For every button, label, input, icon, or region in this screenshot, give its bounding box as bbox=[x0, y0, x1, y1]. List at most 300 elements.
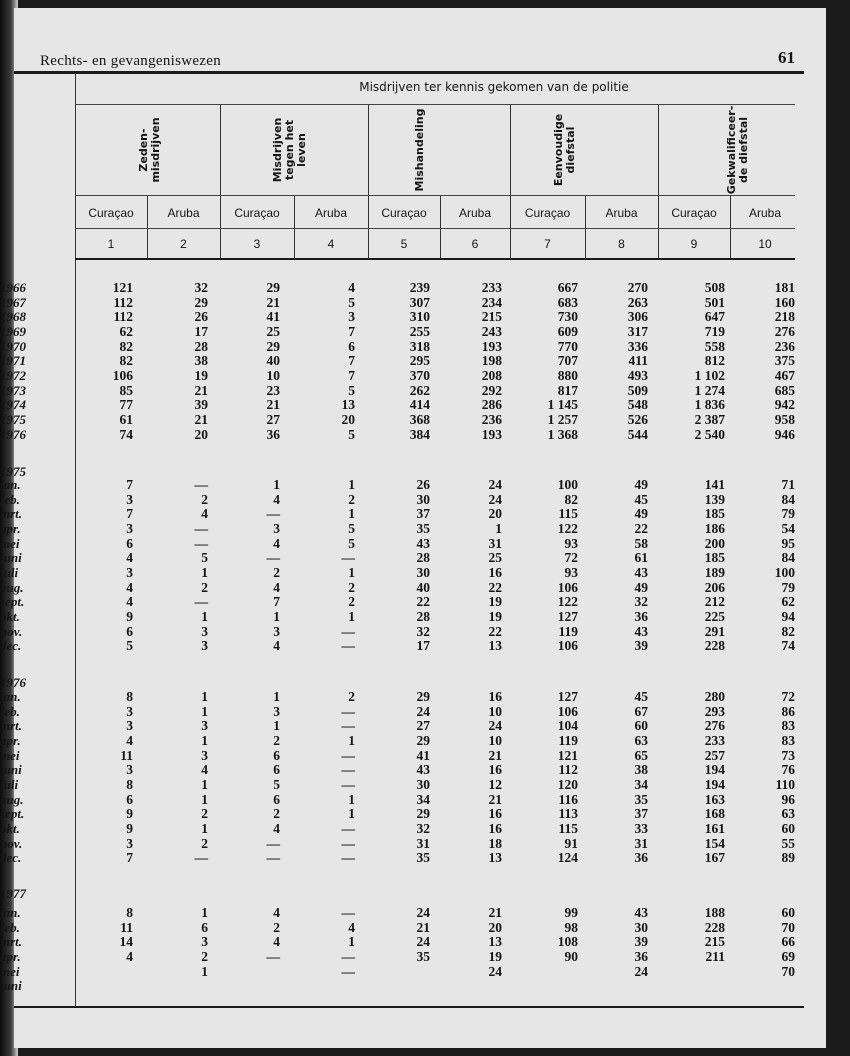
column-subheader: Curaçao bbox=[671, 206, 717, 220]
column-number: 6 bbox=[471, 237, 479, 251]
table-cell: 5 bbox=[201, 550, 208, 566]
table-cell: 38 bbox=[634, 762, 648, 778]
table-cell: 414 bbox=[409, 397, 430, 413]
row-label: 1971 bbox=[0, 353, 26, 369]
table-cell: 100 bbox=[774, 564, 795, 580]
table-cell: 263 bbox=[627, 294, 648, 310]
table-cell: 185 bbox=[704, 550, 725, 566]
table-cell: 98 bbox=[564, 919, 578, 935]
group-header: Zeden- misdrijven bbox=[137, 117, 162, 183]
column-subheader: Aruba bbox=[167, 206, 200, 220]
table-cell: 1 bbox=[273, 477, 280, 492]
table-cell: 66 bbox=[781, 934, 795, 950]
table-cell: 1 bbox=[348, 477, 355, 492]
table-title: Misdrijven ter kennis gekomen van de politie bbox=[359, 80, 629, 94]
table-cell: 3 bbox=[201, 638, 208, 654]
row-label: jan. bbox=[0, 905, 21, 920]
table-cell: 29 bbox=[416, 806, 430, 822]
table-cell: 16 bbox=[488, 806, 502, 822]
table-cell: 4 bbox=[273, 491, 280, 507]
block-heading: 1975 bbox=[0, 464, 26, 479]
table-cell: 85 bbox=[119, 382, 133, 398]
table-cell: 3 bbox=[126, 491, 133, 507]
table-cell: — bbox=[341, 820, 355, 836]
table-cell: 99 bbox=[564, 905, 578, 920]
table-cell: 49 bbox=[634, 506, 648, 522]
column-number: 7 bbox=[544, 237, 551, 251]
table-cell: 548 bbox=[627, 397, 648, 413]
table-cell: 3 bbox=[126, 564, 133, 580]
row-label: aug. bbox=[0, 791, 24, 807]
table-cell: 154 bbox=[704, 835, 725, 851]
table-cell: 21 bbox=[488, 791, 502, 807]
table-cell: 1 bbox=[348, 791, 355, 807]
table-cell: 28 bbox=[416, 608, 430, 624]
table-cell: 29 bbox=[194, 294, 208, 310]
table-cell: 9 bbox=[126, 608, 133, 624]
table-cell: 37 bbox=[416, 506, 430, 522]
table-cell: 119 bbox=[558, 732, 578, 748]
table-cell: 10 bbox=[488, 732, 502, 748]
table-cell: 30 bbox=[416, 564, 430, 580]
table-cell: 1 145 bbox=[547, 397, 578, 413]
table-row bbox=[0, 934, 826, 950]
table-row bbox=[0, 948, 826, 964]
table-cell: 27 bbox=[266, 411, 280, 427]
table-cell: 8 bbox=[126, 689, 133, 704]
table-cell: 12 bbox=[488, 776, 502, 792]
table-cell: — bbox=[194, 535, 208, 551]
table-cell: 121 bbox=[112, 280, 133, 295]
table-cell: 9 bbox=[126, 820, 133, 836]
table-cell: 3 bbox=[126, 762, 133, 778]
table-cell: 32 bbox=[194, 280, 208, 295]
table-cell: 3 bbox=[201, 934, 208, 950]
table-cell: 32 bbox=[416, 623, 430, 639]
table-row bbox=[0, 294, 826, 310]
column-number: 5 bbox=[400, 237, 408, 251]
table-cell: 5 bbox=[348, 294, 355, 310]
row-label: mei bbox=[0, 535, 20, 551]
table-cell: 38 bbox=[194, 353, 208, 369]
block-heading: 1977 bbox=[0, 886, 26, 901]
table-cell: — bbox=[341, 638, 355, 654]
table-cell: 6 bbox=[348, 338, 355, 354]
table-cell: 27 bbox=[416, 718, 430, 734]
column-number: 2 bbox=[180, 237, 187, 251]
table-cell: 24 bbox=[488, 491, 502, 507]
row-label: 1966 bbox=[0, 280, 26, 295]
table-cell: 5 bbox=[273, 776, 280, 792]
table-cell: 14 bbox=[119, 934, 133, 950]
table-cell: 11 bbox=[120, 919, 133, 935]
group-header: Eenvoudige diefstal bbox=[552, 113, 577, 187]
table-cell: 24 bbox=[634, 963, 648, 979]
table-cell: 72 bbox=[564, 550, 578, 566]
table-cell: 30 bbox=[416, 491, 430, 507]
table-row bbox=[0, 550, 826, 566]
table-cell: 19 bbox=[488, 594, 502, 610]
row-label: 1968 bbox=[0, 309, 26, 325]
table-cell: 120 bbox=[557, 776, 578, 792]
table-cell: 69 bbox=[781, 948, 795, 964]
table-cell: 7 bbox=[273, 594, 280, 610]
table-cell: 2 bbox=[201, 491, 208, 507]
table-cell: 43 bbox=[416, 762, 430, 778]
table-cell: — bbox=[266, 835, 280, 851]
table-cell: 22 bbox=[488, 579, 502, 595]
table-cell: 74 bbox=[781, 638, 795, 654]
table-cell: 6 bbox=[126, 791, 133, 807]
table-cell: 26 bbox=[194, 309, 208, 325]
table-cell: 121 bbox=[557, 747, 578, 763]
table-cell: 5 bbox=[348, 535, 355, 551]
table-cell: 1 bbox=[348, 506, 355, 522]
table-cell: 370 bbox=[409, 367, 430, 383]
table-cell: 32 bbox=[634, 594, 648, 610]
row-label: dec. bbox=[0, 850, 22, 866]
table-cell: 198 bbox=[481, 353, 502, 369]
table-cell: 276 bbox=[774, 323, 795, 339]
row-label: feb. bbox=[0, 491, 20, 507]
table-cell: 106 bbox=[557, 703, 578, 719]
table-cell: 1 bbox=[201, 963, 208, 979]
table-cell: 493 bbox=[627, 367, 648, 383]
table-cell: 34 bbox=[634, 776, 648, 792]
table-cell: 3 bbox=[201, 623, 208, 639]
table-cell: 24 bbox=[488, 963, 502, 979]
table-cell: 89 bbox=[781, 850, 795, 866]
table-cell: 4 bbox=[273, 820, 280, 836]
table-row bbox=[0, 338, 826, 354]
table-cell: 1 257 bbox=[547, 411, 578, 427]
header-bottom-rule bbox=[75, 258, 795, 260]
table-cell: 31 bbox=[416, 835, 430, 851]
table-cell: 318 bbox=[409, 338, 430, 354]
table-cell: 942 bbox=[774, 397, 795, 413]
table-cell: 812 bbox=[704, 353, 725, 369]
table-cell: 5 bbox=[348, 382, 355, 398]
document-page bbox=[0, 8, 826, 1048]
table-cell: 61 bbox=[119, 411, 133, 427]
table-row bbox=[0, 506, 826, 522]
row-label: juli bbox=[0, 564, 19, 580]
table-cell: 115 bbox=[558, 820, 578, 836]
table-cell: 21 bbox=[488, 747, 502, 763]
table-cell: 194 bbox=[704, 762, 725, 778]
table-cell: 276 bbox=[704, 718, 725, 734]
table-row bbox=[0, 762, 826, 778]
table-cell: 1 bbox=[348, 564, 355, 580]
table-cell: — bbox=[341, 762, 355, 778]
table-cell: 108 bbox=[557, 934, 578, 950]
table-cell: 22 bbox=[488, 623, 502, 639]
table-cell: 79 bbox=[781, 579, 795, 595]
table-cell: 1 bbox=[348, 732, 355, 748]
column-subheader: Curaçao bbox=[234, 206, 280, 220]
table-cell: 36 bbox=[634, 948, 648, 964]
table-cell: 6 bbox=[126, 623, 133, 639]
table-cell: 2 540 bbox=[694, 426, 725, 442]
table-cell: 24 bbox=[416, 934, 430, 950]
table-cell: 3 bbox=[126, 703, 133, 719]
table-cell: 43 bbox=[416, 535, 430, 551]
table-row bbox=[0, 791, 826, 807]
column-number: 10 bbox=[758, 237, 772, 251]
table-cell: 19 bbox=[488, 948, 502, 964]
table-cell: 35 bbox=[634, 791, 648, 807]
header-rule bbox=[75, 104, 795, 105]
row-label: apr. bbox=[0, 732, 21, 748]
table-row bbox=[0, 703, 826, 719]
table-cell: — bbox=[194, 520, 208, 536]
row-label: feb. bbox=[0, 703, 20, 719]
table-cell: 39 bbox=[634, 638, 648, 654]
table-cell: 24 bbox=[488, 718, 502, 734]
table-cell: 83 bbox=[781, 718, 795, 734]
table-cell: 31 bbox=[634, 835, 648, 851]
table-cell: 160 bbox=[774, 294, 795, 310]
table-cell: 32 bbox=[416, 820, 430, 836]
table-cell: 707 bbox=[557, 353, 578, 369]
table-cell: 4 bbox=[126, 732, 133, 748]
table-cell: 35 bbox=[416, 948, 430, 964]
table-cell: 1 bbox=[273, 718, 280, 734]
header-rule bbox=[75, 228, 795, 229]
table-cell: 67 bbox=[634, 703, 648, 719]
table-cell: 7 bbox=[348, 353, 355, 369]
table-cell: 49 bbox=[634, 579, 648, 595]
table-cell: 13 bbox=[488, 638, 502, 654]
table-cell: 411 bbox=[628, 353, 648, 369]
table-row bbox=[0, 579, 826, 595]
table-cell: — bbox=[194, 850, 208, 866]
table-cell: 36 bbox=[266, 426, 280, 442]
table-cell: 25 bbox=[266, 323, 280, 339]
table-cell: 4 bbox=[201, 762, 208, 778]
table-row bbox=[0, 963, 826, 979]
table-cell: 293 bbox=[704, 703, 725, 719]
table-cell: 167 bbox=[704, 850, 725, 866]
table-cell: 74 bbox=[119, 426, 133, 442]
table-row bbox=[0, 309, 826, 325]
table-cell: 16 bbox=[488, 689, 502, 704]
row-label: mei bbox=[0, 963, 20, 979]
table-cell: 91 bbox=[564, 835, 578, 851]
column-number: 4 bbox=[327, 237, 335, 251]
table-cell: 609 bbox=[557, 323, 578, 339]
table-cell: 6 bbox=[126, 535, 133, 551]
table-cell: 946 bbox=[774, 426, 795, 442]
table-cell: 93 bbox=[564, 564, 578, 580]
table-cell: 84 bbox=[781, 550, 795, 566]
table-row bbox=[0, 776, 826, 792]
table-cell: 106 bbox=[557, 579, 578, 595]
table-cell: 1 368 bbox=[547, 426, 578, 442]
table-cell: 1 274 bbox=[694, 382, 725, 398]
table-row bbox=[0, 397, 826, 413]
table-cell: 1 bbox=[348, 608, 355, 624]
table-cell: 106 bbox=[557, 638, 578, 654]
column-number: 8 bbox=[618, 237, 625, 251]
table-cell: 106 bbox=[112, 367, 133, 383]
table-cell: 141 bbox=[704, 477, 725, 492]
table-cell: 16 bbox=[488, 820, 502, 836]
table-cell: 7 bbox=[348, 323, 355, 339]
table-cell: 4 bbox=[126, 594, 133, 610]
table-row bbox=[0, 382, 826, 398]
table-cell: — bbox=[341, 623, 355, 639]
table-cell: 2 bbox=[273, 806, 280, 822]
table-cell: 17 bbox=[416, 638, 430, 654]
table-cell: — bbox=[266, 550, 280, 566]
column-subheader: Aruba bbox=[314, 206, 348, 220]
table-cell: 29 bbox=[416, 689, 430, 704]
table-cell: 82 bbox=[119, 353, 133, 369]
table-cell: 270 bbox=[627, 280, 648, 295]
table-cell: 7 bbox=[126, 477, 133, 492]
table-cell: 83 bbox=[781, 732, 795, 748]
table-cell: 112 bbox=[558, 762, 578, 778]
table-row bbox=[0, 608, 826, 624]
row-label: apr. bbox=[0, 520, 21, 536]
table-cell: 16 bbox=[488, 564, 502, 580]
table-cell: 43 bbox=[634, 623, 648, 639]
table-cell: 37 bbox=[634, 806, 648, 822]
table-cell: 119 bbox=[558, 623, 578, 639]
group-divider bbox=[658, 105, 659, 195]
table-cell: 104 bbox=[557, 718, 578, 734]
table-cell: 880 bbox=[557, 367, 578, 383]
row-label: mrt. bbox=[0, 506, 23, 522]
table-cell: 20 bbox=[488, 919, 502, 935]
table-cell: 234 bbox=[481, 294, 502, 310]
table-cell: 4 bbox=[273, 579, 280, 595]
table-cell: 24 bbox=[488, 477, 502, 492]
table-cell: 1 bbox=[273, 608, 280, 624]
table-cell: 113 bbox=[558, 806, 578, 822]
table-row bbox=[0, 323, 826, 339]
table-cell: 3 bbox=[126, 520, 133, 536]
table-row bbox=[0, 280, 826, 295]
table-cell: 208 bbox=[481, 367, 502, 383]
table-cell: 60 bbox=[634, 718, 648, 734]
table-cell: 6 bbox=[273, 791, 280, 807]
table-cell: 24 bbox=[416, 905, 430, 920]
row-label: juni bbox=[0, 762, 22, 778]
table-row bbox=[0, 919, 826, 935]
row-label: nov. bbox=[0, 623, 23, 639]
row-label: 1967 bbox=[0, 294, 26, 310]
table-cell: 4 bbox=[126, 948, 133, 964]
table-cell: 2 387 bbox=[694, 411, 725, 427]
table-cell: 19 bbox=[194, 367, 208, 383]
group-header: Misdrijven tegen het leven bbox=[271, 117, 308, 183]
table-cell: 26 bbox=[416, 477, 430, 492]
column-subheader: Curaçao bbox=[381, 206, 427, 220]
table-cell: 6 bbox=[273, 747, 280, 763]
table-cell: 43 bbox=[634, 564, 648, 580]
table-cell: 2 bbox=[348, 491, 355, 507]
column-subheader: Curaçao bbox=[524, 206, 571, 220]
table-cell: — bbox=[341, 776, 355, 792]
table-cell: 1 836 bbox=[694, 397, 725, 413]
table-cell: 94 bbox=[781, 608, 795, 624]
table-cell: 116 bbox=[558, 791, 578, 807]
table-cell: 40 bbox=[266, 353, 280, 369]
table-cell: 6 bbox=[273, 762, 280, 778]
column-number: 1 bbox=[107, 237, 115, 251]
group-divider bbox=[220, 105, 221, 195]
table-cell: 3 bbox=[126, 835, 133, 851]
table-cell: 2 bbox=[348, 579, 355, 595]
row-label: mrt. bbox=[0, 718, 23, 734]
table-cell: 1 bbox=[201, 608, 208, 624]
table-row bbox=[0, 491, 826, 507]
table-cell: 19 bbox=[488, 608, 502, 624]
row-label: mrt. bbox=[0, 934, 23, 950]
row-label: okt. bbox=[0, 820, 20, 836]
table-cell: 10 bbox=[266, 367, 280, 383]
table-cell: 1 bbox=[201, 820, 208, 836]
table-cell: 29 bbox=[416, 732, 430, 748]
table-cell: — bbox=[341, 550, 355, 566]
table-cell: 3 bbox=[201, 747, 208, 763]
table-cell: 43 bbox=[634, 905, 648, 920]
row-label: 1973 bbox=[0, 382, 26, 398]
table-cell: 215 bbox=[704, 934, 725, 950]
table-cell: 683 bbox=[557, 294, 578, 310]
table-cell: 4 bbox=[201, 506, 208, 522]
table-cell: 9 bbox=[126, 806, 133, 822]
table-cell: 1 bbox=[201, 776, 208, 792]
table-cell: 36 bbox=[634, 850, 648, 866]
table-cell: 93 bbox=[564, 535, 578, 551]
table-cell: 185 bbox=[704, 506, 725, 522]
table-cell: 526 bbox=[627, 411, 648, 427]
table-cell: 60 bbox=[781, 905, 795, 920]
table-cell: 255 bbox=[409, 323, 430, 339]
table-cell: 4 bbox=[273, 934, 280, 950]
row-label: nov. bbox=[0, 835, 23, 851]
table-cell: 79 bbox=[781, 506, 795, 522]
table-cell: 206 bbox=[704, 579, 725, 595]
table-cell: 86 bbox=[781, 703, 795, 719]
table-cell: 1 bbox=[348, 806, 355, 822]
table-row bbox=[0, 623, 826, 639]
table-row bbox=[0, 718, 826, 734]
table-cell: — bbox=[266, 850, 280, 866]
table-cell: 110 bbox=[775, 776, 795, 792]
row-label: jan. bbox=[0, 477, 21, 492]
table-cell: — bbox=[341, 948, 355, 964]
table-cell: 21 bbox=[416, 919, 430, 935]
table-cell: 501 bbox=[704, 294, 725, 310]
column-number: 3 bbox=[253, 237, 261, 251]
table-cell: 233 bbox=[481, 280, 502, 295]
table-cell: 3 bbox=[273, 520, 280, 536]
table-cell: 3 bbox=[273, 623, 280, 639]
column-subheader: Aruba bbox=[605, 206, 638, 220]
table-cell: 41 bbox=[266, 309, 280, 325]
table-cell: 236 bbox=[481, 411, 502, 427]
table-cell: 2 bbox=[201, 948, 208, 964]
table-row bbox=[0, 820, 826, 836]
column-subheader: Curaçao bbox=[88, 206, 134, 220]
table-row bbox=[0, 367, 826, 383]
table-cell: 4 bbox=[126, 550, 133, 566]
table-cell: 218 bbox=[774, 309, 795, 325]
